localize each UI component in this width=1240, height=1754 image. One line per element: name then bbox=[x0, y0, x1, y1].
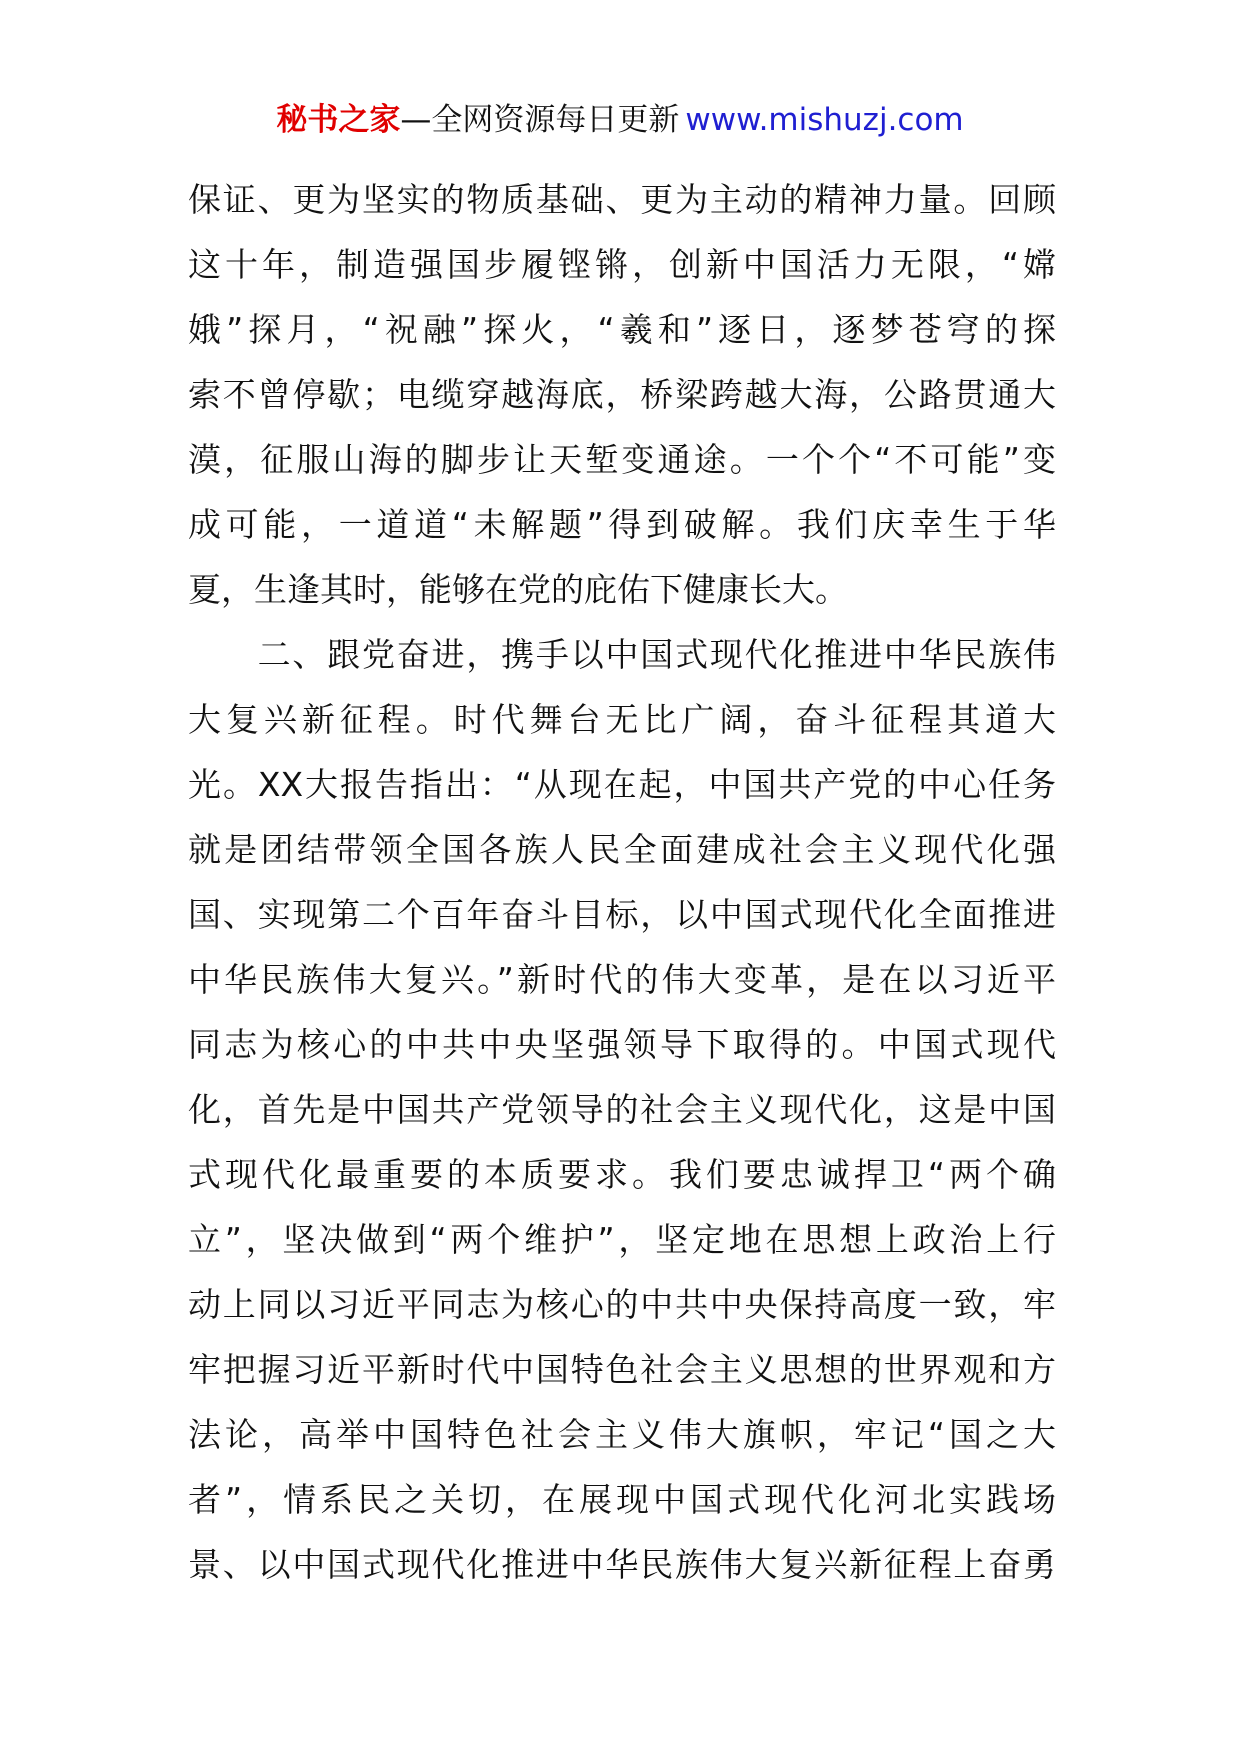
text-line: 者”，情系民之关切，在展现中国式现代化河北实践场 bbox=[188, 1480, 1056, 1519]
text-line: 漠，征服山海的脚步让天堑变通途。一个个“不可能”变 bbox=[188, 440, 1056, 479]
paragraph-first-line: 二、跟党奋进，携手以中国式现代化推进中华民族伟 bbox=[188, 635, 1056, 674]
text-line: 就是团结带领全国各族人民全面建成社会主义现代化强 bbox=[188, 830, 1056, 869]
text-line: 国、实现第二个百年奋斗目标，以中国式现代化全面推进 bbox=[188, 895, 1056, 934]
text-line: 立”，坚决做到“两个维护”，坚定地在思想上政治上行 bbox=[188, 1220, 1056, 1259]
text-line: 保证、更为坚实的物质基础、更为主动的精神力量。回顾 bbox=[188, 180, 1056, 219]
document-body bbox=[188, 167, 1056, 1597]
text-line: 景、以中国式现代化推进中华民族伟大复兴新征程上奋勇 bbox=[188, 1545, 1056, 1584]
site-header bbox=[0, 100, 1240, 140]
text-line: 成可能，一道道“未解题”得到破解。我们庆幸生于华 bbox=[188, 505, 1056, 544]
text-line: 式现代化最重要的本质要求。我们要忠诚捍卫“两个确 bbox=[188, 1155, 1056, 1194]
brand-name: 秘书之家 bbox=[276, 102, 401, 138]
header-dash: — bbox=[400, 102, 432, 138]
text-line: 动上同以习近平同志为核心的中共中央保持高度一致，牢 bbox=[188, 1285, 1056, 1324]
text-line: 索不曾停歇；电缆穿越海底，桥梁跨越大海，公路贯通大 bbox=[188, 375, 1056, 414]
text-line: 法论，高举中国特色社会主义伟大旗帜，牢记“国之大 bbox=[188, 1415, 1056, 1454]
text-line: 娥”探月，“祝融”探火，“羲和”逐日，逐梦苍穹的探 bbox=[188, 310, 1056, 349]
text-line: 中华民族伟大复兴。”新时代的伟大变革，是在以习近平 bbox=[188, 960, 1056, 999]
text-line: 这十年，制造强国步履铿锵，创新中国活力无限，“嫦 bbox=[188, 245, 1056, 284]
text-line: 化，首先是中国共产党领导的社会主义现代化，这是中国 bbox=[188, 1090, 1056, 1129]
header-tagline: 全网资源每日更新 bbox=[431, 102, 680, 138]
text-line: 光。XX大报告指出：“从现在起，中国共产党的中心任务 bbox=[188, 765, 1056, 804]
text-line: 牢把握习近平新时代中国特色社会主义思想的世界观和方 bbox=[188, 1350, 1056, 1389]
paragraph-last-line: 夏，生逢其时，能够在党的庇佑下健康长大。 bbox=[188, 570, 848, 609]
site-url-link[interactable]: www.mishuzj.com bbox=[685, 102, 964, 138]
text-line: 同志为核心的中共中央坚强领导下取得的。中国式现代 bbox=[188, 1025, 1056, 1064]
text-line: 大复兴新征程。时代舞台无比广阔，奋斗征程其道大 bbox=[188, 700, 1056, 739]
